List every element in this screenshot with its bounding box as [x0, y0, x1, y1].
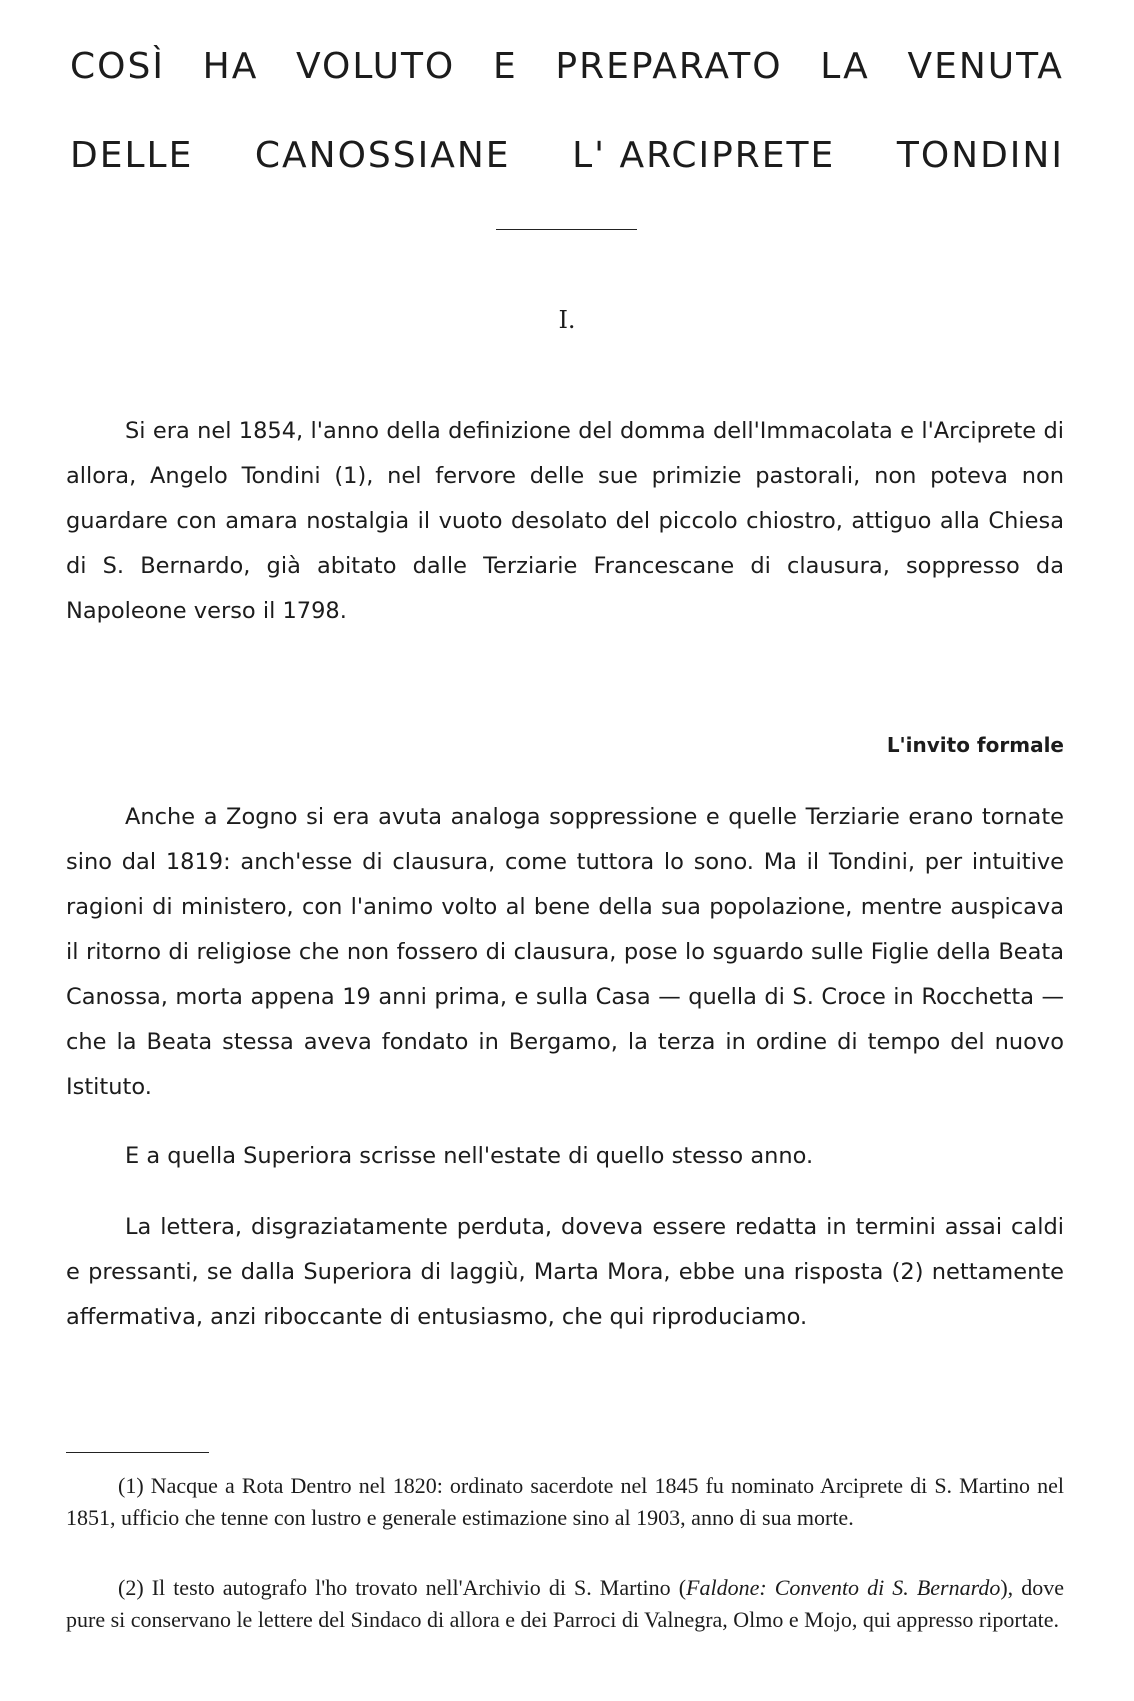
title-word: E	[492, 46, 518, 87]
title-word: CANOSSIANE	[254, 135, 511, 176]
title-word: VOLUTO	[296, 46, 456, 87]
paragraph-4: La lettera, disgraziatamente perduta, doveva essere redatta in termini assai caldi e pressanti, se dalla Superiora di laggiù, Marta Mora, ebbe una risposta (2) nettamente affermativa, anzi riboccante di entusiasmo, che qui riproduciamo.	[66, 1214, 1064, 1330]
footnote-divider	[66, 1452, 209, 1453]
title-word: LA	[820, 46, 870, 87]
footnote-2	[66, 1572, 1064, 1635]
title-word: VENUTA	[907, 46, 1064, 87]
footnote-2-text: (2) Il testo autografo l'ho trovato nell'Archivio di S. Martino (	[118, 1575, 687, 1600]
title-word: TONDINI	[896, 135, 1064, 176]
section-number: I.	[558, 306, 576, 334]
title-line-2	[70, 134, 1064, 178]
title-word: DELLE	[70, 135, 194, 176]
footnote-2-italic: Faldone: Convento di S. Bernardo	[686, 1575, 1001, 1600]
title-word: COSÌ	[70, 46, 165, 87]
footnote-2-text-end: ), dove pure si conservano le lettere del Sindaco di allora e dei Parroci di Valnegra, Olmo e Mojo, qui appresso riportate.	[66, 1575, 1064, 1632]
title-line-1	[70, 45, 1064, 89]
title-divider	[496, 229, 637, 230]
subheading: L'invito formale	[886, 733, 1064, 757]
title-word: HA	[202, 46, 259, 87]
paragraph-2: Anche a Zogno si era avuta analoga soppressione e quelle Terziarie erano tornate sino dal 1819: anch'esse di clausura, come tuttora lo sono. Ma il Tondini, per intuitive ragioni di ministero, con l'animo volto al bene della sua popolazione, mentre auspicava il ritorno di religiose che non fossero di clausura, pose lo sguardo sulle Figlie della Beata Canossa, morta appena 19 anni prima, e sulla Casa — quella di S. Croce in Rocchetta — che la Beata stessa aveva fondato in Bergamo, la terza in ordine di tempo del nuovo Istituto.	[66, 804, 1064, 1100]
paragraph-1: Si era nel 1854, l'anno della definizione del domma dell'Immacolata e l'Arciprete di allora, Angelo Tondini (1), nel fervore delle sue primizie pastorali, non poteva non guardare con amara nostalgia il vuoto desolato del piccolo chiostro, attiguo alla Chiesa di S. Bernardo, già abitato dalle Terziarie Francescane di clausura, soppresso da Napoleone verso il 1798.	[66, 418, 1064, 624]
paragraph-3: E a quella Superiora scrisse nell'estate di quello stesso anno.	[125, 1143, 814, 1169]
title-word: L' ARCIPRETE	[572, 135, 836, 176]
title-word: PREPARATO	[555, 46, 783, 87]
footnote-1: (1) Nacque a Rota Dentro nel 1820: ordinato sacerdote nel 1845 fu nominato Arciprete di S. Martino nel 1851, ufficio che tenne con lustro e generale estimazione sino al 1903, anno di sua morte.	[66, 1473, 1064, 1530]
